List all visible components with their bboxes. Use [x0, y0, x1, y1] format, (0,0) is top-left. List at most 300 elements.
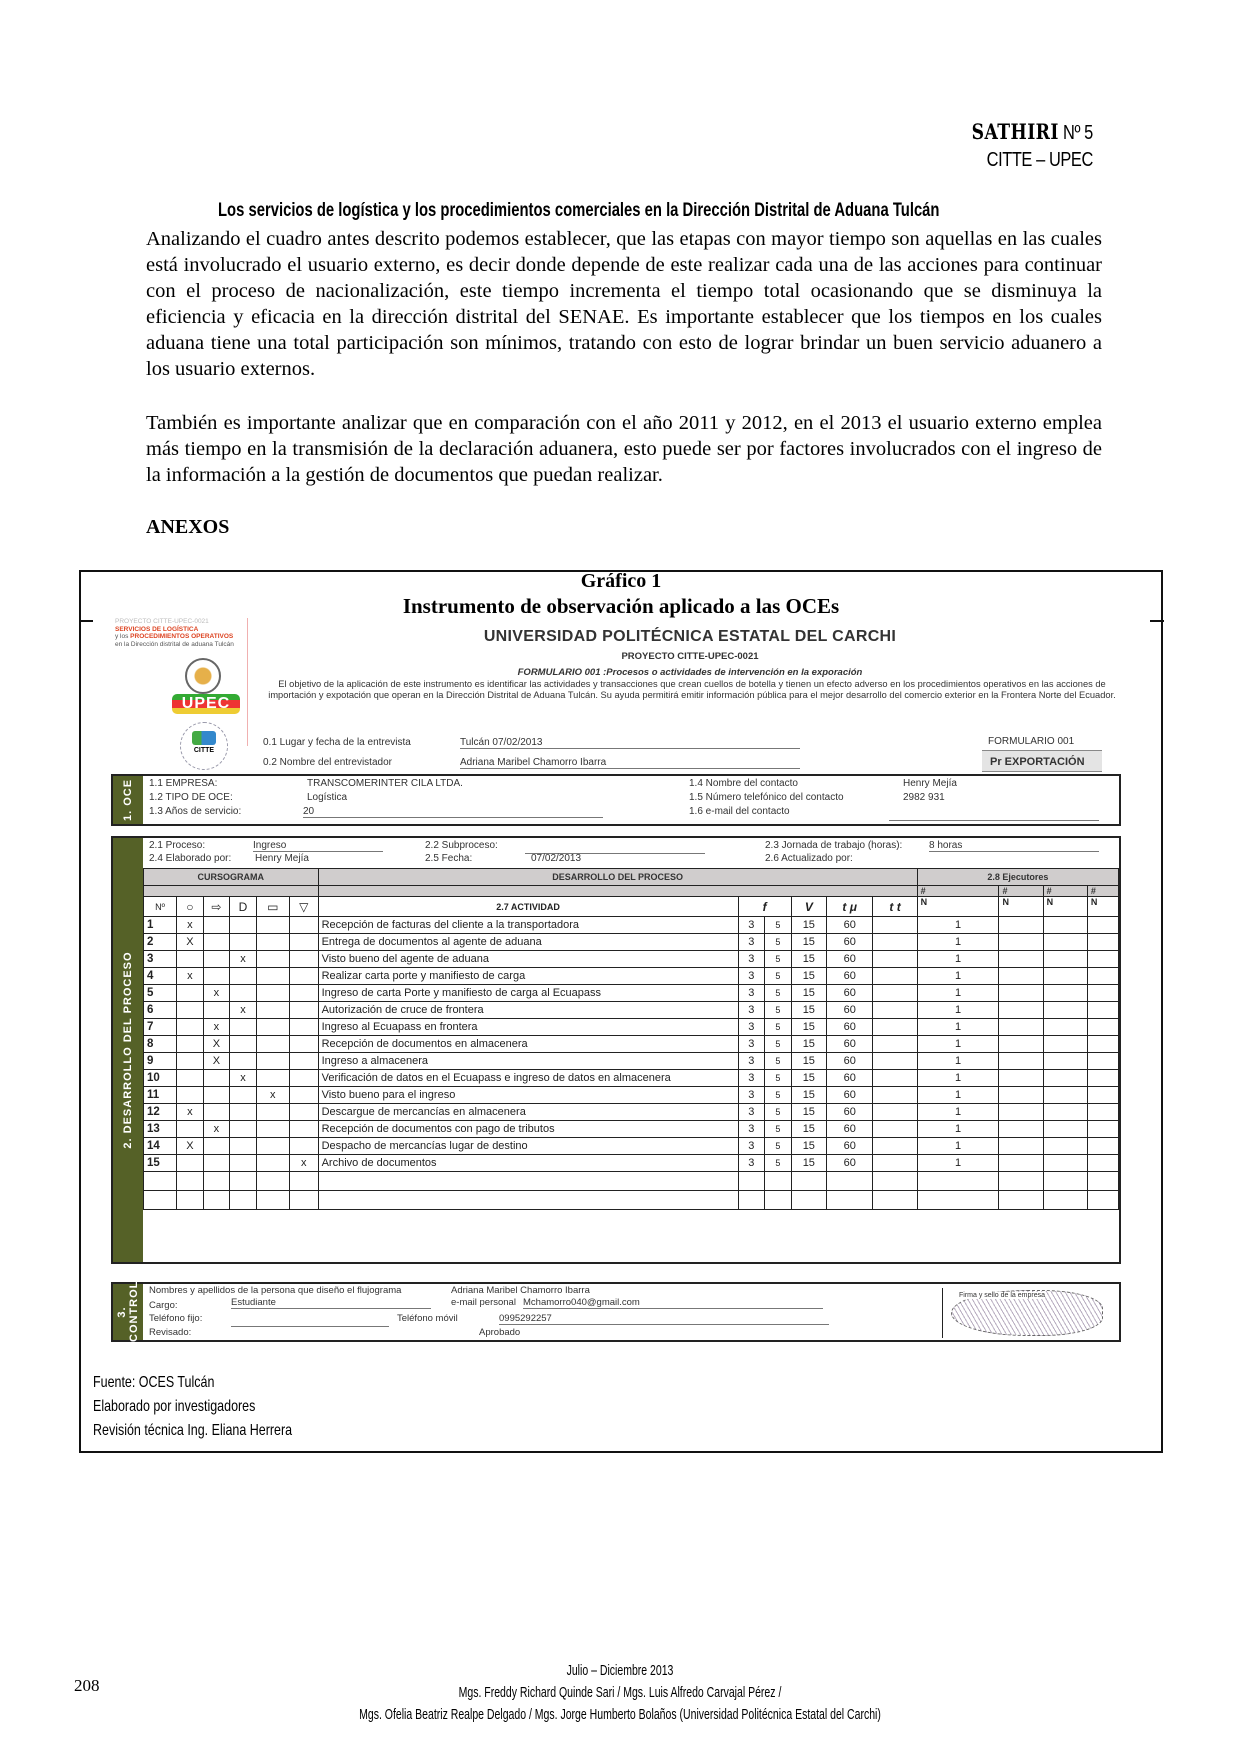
upec-seal-icon [185, 658, 221, 694]
table-row [144, 1155, 1119, 1172]
executor-4 [1087, 1002, 1118, 1019]
contacto-value: Henry Mejía [903, 778, 957, 789]
project-code: PROYECTO CITTE-UPEC-0021 [621, 651, 759, 662]
symbol-mark [256, 1138, 289, 1155]
symbol-mark [177, 1121, 204, 1138]
executor-4 [1087, 1087, 1118, 1104]
symbol-mark [203, 1087, 230, 1104]
row-number: 5 [144, 985, 177, 1002]
symbol-mark [230, 1036, 257, 1053]
empty-row [144, 1172, 1119, 1191]
row-number: 4 [144, 968, 177, 985]
frequency-1: 3 [738, 1019, 765, 1036]
executor-count: 1 [917, 917, 999, 934]
activity-name: Archivo de documentos [318, 1155, 738, 1172]
designer-value: Adriana Maribel Chamorro Ibarra [451, 1285, 590, 1296]
place-date-value: Tulcán 07/02/2013 [460, 737, 800, 749]
table-row [144, 1138, 1119, 1155]
total-time [873, 1138, 917, 1155]
article-title: Los servicios de logística y los procedimientos comerciales en la Dirección Distrital de Aduana Tulcán [218, 200, 940, 221]
total-time [873, 1053, 917, 1070]
unit-time: 60 [827, 1002, 873, 1019]
symbol-mark [203, 951, 230, 968]
symbol-mark [177, 1002, 204, 1019]
anos-servicio-value: 20 [303, 806, 603, 818]
executor-2 [999, 1121, 1043, 1138]
row-number: 10 [144, 1070, 177, 1087]
frequency-1: 3 [738, 1053, 765, 1070]
anos-servicio-label: 1.3 Años de servicio: [149, 806, 242, 817]
activity-name: Descargue de mercancías en almacenera [318, 1104, 738, 1121]
symbol-mark [177, 1036, 204, 1053]
executor-4 [1087, 1138, 1118, 1155]
col-f: f [738, 897, 791, 917]
unit-time: 60 [827, 917, 873, 934]
transport-arrow-icon: ⇨ [203, 897, 230, 917]
section-desarrollo [111, 836, 1121, 1264]
logo-line-1: PROYECTO CITTE-UPEC-0021 [115, 618, 209, 625]
volume: 15 [791, 951, 826, 968]
row-number: 12 [144, 1104, 177, 1121]
executor-2 [999, 1070, 1043, 1087]
citte-gear-book-icon [192, 731, 216, 745]
row-number: 13 [144, 1121, 177, 1138]
row-number: 6 [144, 1002, 177, 1019]
frequency-2: 5 [765, 1019, 792, 1036]
executor-3 [1043, 934, 1087, 951]
executor-count: 1 [917, 968, 999, 985]
executor-count: 1 [917, 1019, 999, 1036]
symbol-mark [256, 985, 289, 1002]
symbol-mark: X [203, 1036, 230, 1053]
executor-3 [1043, 1138, 1087, 1155]
ejecutor-n-4: N [1087, 897, 1118, 917]
executor-count: 1 [917, 934, 999, 951]
symbol-mark [230, 1104, 257, 1121]
designer-label: Nombres y apellidos de la persona que diseño el flujograma [149, 1285, 402, 1296]
frequency-1: 3 [738, 1036, 765, 1053]
frequency-1: 3 [738, 934, 765, 951]
executor-count: 1 [917, 1053, 999, 1070]
activity-rows [144, 917, 1119, 1172]
symbol-mark [230, 1155, 257, 1172]
figure-source [93, 1371, 292, 1443]
executor-count: 1 [917, 1138, 999, 1155]
symbol-mark [289, 1087, 318, 1104]
symbol-mark [203, 1138, 230, 1155]
volume: 15 [791, 1036, 826, 1053]
frequency-2: 5 [765, 985, 792, 1002]
table-row [144, 1002, 1119, 1019]
empresa-value: TRANSCOMERINTER CILA LTDA. [307, 778, 463, 789]
col-no: Nº [144, 897, 177, 917]
frequency-1: 3 [738, 968, 765, 985]
email-contacto-label: 1.6 e-mail del contacto [689, 806, 790, 817]
symbol-mark [203, 1104, 230, 1121]
executor-4 [1087, 951, 1118, 968]
executor-2 [999, 917, 1043, 934]
symbol-mark [256, 1155, 289, 1172]
page-number: 208 [74, 1676, 100, 1695]
symbol-mark [289, 934, 318, 951]
proceso-value: Ingreso [253, 840, 383, 852]
total-time [873, 1121, 917, 1138]
unit-time: 60 [827, 1087, 873, 1104]
executor-4 [1087, 1104, 1118, 1121]
figure-subtitle: Instrumento de observación aplicado a las OCEs [402, 594, 840, 618]
executor-3 [1043, 1002, 1087, 1019]
table-row [144, 951, 1119, 968]
journal-header [972, 118, 1093, 174]
symbol-mark [256, 1104, 289, 1121]
symbol-mark [230, 917, 257, 934]
logo-divider [247, 618, 248, 746]
frequency-1: 3 [738, 985, 765, 1002]
tel-fijo-label: Teléfono fijo: [149, 1313, 203, 1324]
ejecutor-hash-2: # [999, 886, 1043, 897]
anexos-heading: ANEXOS [146, 516, 230, 538]
tel-movil-value: 0995292257 [499, 1313, 829, 1325]
table-row [144, 985, 1119, 1002]
executor-3 [1043, 1155, 1087, 1172]
table-row [144, 1019, 1119, 1036]
section-oce [111, 774, 1121, 826]
symbol-mark: x [256, 1087, 289, 1104]
cursograma-table [143, 868, 1119, 1210]
volume: 15 [791, 1104, 826, 1121]
symbol-mark [256, 934, 289, 951]
volume: 15 [791, 1155, 826, 1172]
unit-time: 60 [827, 968, 873, 985]
executor-3 [1043, 1104, 1087, 1121]
ejecutor-hash-1: # [917, 886, 999, 897]
ejecutor-n-1: N [917, 897, 999, 917]
frequency-2: 5 [765, 917, 792, 934]
volume: 15 [791, 1138, 826, 1155]
empty-row [144, 1191, 1119, 1210]
symbol-mark [177, 1087, 204, 1104]
symbol-mark: x [203, 985, 230, 1002]
logo-line-3b: PROCEDIMIENTOS OPERATIVOS [130, 633, 234, 640]
symbol-mark [230, 1019, 257, 1036]
section-oce-label: 1. OCE [122, 778, 134, 822]
symbol-mark [203, 968, 230, 985]
symbol-mark [289, 1002, 318, 1019]
col-tu: t μ [827, 897, 873, 917]
frequency-2: 5 [765, 1053, 792, 1070]
row-number: 2 [144, 934, 177, 951]
total-time [873, 1104, 917, 1121]
executor-3 [1043, 917, 1087, 934]
row-number: 1 [144, 917, 177, 934]
executor-3 [1043, 1070, 1087, 1087]
symbol-mark: x [177, 968, 204, 985]
executor-count: 1 [917, 1104, 999, 1121]
section-oce-sidebar [113, 776, 143, 824]
delay-d-icon: D [230, 897, 257, 917]
citte-logo-text: CITTE [193, 747, 215, 754]
form-subtitle: FORMULARIO 001 :Procesos o actividades de intervención en la exporación [517, 667, 863, 678]
executor-count: 1 [917, 1087, 999, 1104]
row-number: 14 [144, 1138, 177, 1155]
symbol-mark [289, 1138, 318, 1155]
total-time [873, 917, 917, 934]
executor-count: 1 [917, 1070, 999, 1087]
volume: 15 [791, 1070, 826, 1087]
project-logo-text [115, 618, 245, 648]
citte-logo [180, 722, 228, 770]
symbol-mark [289, 951, 318, 968]
logo-line-4: en la Dirección distrital de aduana Tulcán [115, 640, 234, 648]
ejecutores-header: 2.8 Ejecutores [917, 869, 1118, 886]
executor-2 [999, 1138, 1043, 1155]
frequency-1: 3 [738, 1121, 765, 1138]
total-time [873, 1036, 917, 1053]
frequency-2: 5 [765, 1002, 792, 1019]
executor-4 [1087, 1019, 1118, 1036]
row-number: 8 [144, 1036, 177, 1053]
executor-2 [999, 1002, 1043, 1019]
unit-time: 60 [827, 1036, 873, 1053]
symbol-mark [230, 1138, 257, 1155]
subproceso-label: 2.2 Subproceso: [425, 840, 498, 851]
fecha-value: 07/02/2013 [531, 853, 582, 864]
executor-3 [1043, 951, 1087, 968]
symbol-mark [256, 1053, 289, 1070]
signature-label: Firma y sello de la empresa [959, 1292, 1045, 1299]
place-date-label: 0.1 Lugar y fecha de la entrevista [263, 737, 411, 748]
frequency-2: 5 [765, 951, 792, 968]
aprobado-label: Aprobado [479, 1327, 521, 1338]
executor-count: 1 [917, 1121, 999, 1138]
storage-triangle-icon: ▽ [289, 897, 318, 917]
interviewer-value: Adriana Maribel Chamorro Ibarra [460, 757, 800, 769]
executor-4 [1087, 934, 1118, 951]
fecha-label: 2.5 Fecha: [425, 853, 473, 864]
elaborado-label: 2.4 Elaborado por: [149, 853, 232, 864]
executor-4 [1087, 985, 1118, 1002]
symbol-mark [177, 1070, 204, 1087]
executor-2 [999, 1087, 1043, 1104]
activity-name: Recepción de documentos en almacenera [318, 1036, 738, 1053]
revisado-label: Revisado: [149, 1327, 192, 1338]
university-name: UNIVERSIDAD POLITÉCNICA ESTATAL DEL CARCHI [483, 628, 897, 645]
symbol-mark [256, 917, 289, 934]
cargo-value: Estudiante [231, 1297, 431, 1309]
section-desarrollo-label: 2. DESARROLLO DEL PROCESO [122, 951, 134, 1149]
form-type: Pr EXPORTACIÓN [982, 750, 1102, 772]
frequency-2: 5 [765, 1104, 792, 1121]
symbol-mark [203, 1155, 230, 1172]
activity-name: Ingreso a almacenera [318, 1053, 738, 1070]
source-line-1: Fuente: OCES Tulcán [93, 1374, 215, 1391]
executor-3 [1043, 985, 1087, 1002]
frequency-2: 5 [765, 934, 792, 951]
table-row [144, 934, 1119, 951]
executor-3 [1043, 968, 1087, 985]
executor-3 [1043, 1121, 1087, 1138]
executor-4 [1087, 1053, 1118, 1070]
symbol-mark: X [177, 934, 204, 951]
symbol-mark [230, 985, 257, 1002]
email-personal-label: e-mail personal [451, 1297, 516, 1308]
executor-count: 1 [917, 1002, 999, 1019]
ejecutor-hash-4: # [1087, 886, 1118, 897]
symbol-mark [289, 985, 318, 1002]
section-control-sidebar [113, 1280, 143, 1342]
volume: 15 [791, 934, 826, 951]
volume: 15 [791, 1087, 826, 1104]
contacto-label: 1.4 Nombre del contacto [689, 778, 798, 789]
form-objective: El objetivo de la aplicación de este instrumento es identificar las actividades y transacciones que crean cuellos de botella y tienen un efecto adverso en los procedimientos operativos en las acciones de importación y expotación que operan en la Dirección Distrital de Aduana Tulcán. Su ayuda permitirá emitir información pública para el mejor desarrollo del comercio exterior en la Frontera Norte del Ecuador. [268, 679, 1116, 700]
footer-authors-1: Mgs. Freddy Richard Quinde Sari / Mgs. Luis Alfredo Carvajal Pérez / [458, 1684, 782, 1701]
unit-time: 60 [827, 1155, 873, 1172]
symbol-mark [289, 968, 318, 985]
unit-time: 60 [827, 951, 873, 968]
table-row [144, 1036, 1119, 1053]
frequency-2: 5 [765, 968, 792, 985]
frequency-1: 3 [738, 1070, 765, 1087]
unit-time: 60 [827, 985, 873, 1002]
symbol-mark [256, 1036, 289, 1053]
symbol-mark [256, 951, 289, 968]
proceso-label: 2.1 Proceso: [149, 840, 206, 851]
executor-3 [1043, 1019, 1087, 1036]
frequency-1: 3 [738, 1155, 765, 1172]
section-desarrollo-sidebar [113, 838, 143, 1262]
symbol-mark [203, 1070, 230, 1087]
volume: 15 [791, 985, 826, 1002]
row-number: 11 [144, 1087, 177, 1104]
volume: 15 [791, 1053, 826, 1070]
unit-time: 60 [827, 1053, 873, 1070]
executor-2 [999, 951, 1043, 968]
frequency-2: 5 [765, 1087, 792, 1104]
frequency-1: 3 [738, 1087, 765, 1104]
symbol-mark: X [203, 1053, 230, 1070]
total-time [873, 985, 917, 1002]
paragraph-2: También es importante analizar que en comparación con el año 2011 y 2012, en el 2013 el usuario externo emplea más tiempo en la transmisión de la declaración aduanera, esto puede ser por factores involucrados con el ingreso de la información a la gestión de documentos que puedan realizar. [146, 412, 1102, 486]
total-time [873, 1002, 917, 1019]
source-line-3: Revisión técnica Ing. Eliana Herrera [93, 1422, 293, 1439]
table-row [144, 1087, 1119, 1104]
empresa-label: 1.1 EMPRESA: [149, 778, 218, 789]
tipo-oce-value: Logística [307, 792, 348, 803]
symbol-mark: x [230, 1070, 257, 1087]
activity-name: Ingreso al Ecuapass en frontera [318, 1019, 738, 1036]
symbol-mark: x [230, 1002, 257, 1019]
symbol-mark [230, 1121, 257, 1138]
symbol-mark: x [177, 917, 204, 934]
frequency-2: 5 [765, 1121, 792, 1138]
executor-4 [1087, 917, 1118, 934]
tipo-oce-label: 1.2 TIPO DE OCE: [149, 792, 233, 803]
section-control [111, 1282, 1121, 1342]
figure-title: Gráfico 1 [580, 570, 662, 592]
email-personal-value: Mchamorro040@gmail.com [523, 1297, 823, 1309]
logo-line-3a: y los [115, 633, 131, 640]
total-time [873, 1087, 917, 1104]
row-number: 3 [144, 951, 177, 968]
row-number: 7 [144, 1019, 177, 1036]
executor-2 [999, 1036, 1043, 1053]
actualizado-label: 2.6 Actualizado por: [765, 853, 853, 864]
cursograma-table-wrap [143, 868, 1119, 1262]
table-row [144, 1053, 1119, 1070]
unit-time: 60 [827, 934, 873, 951]
executor-4 [1087, 1036, 1118, 1053]
executor-3 [1043, 1087, 1087, 1104]
symbol-mark [177, 1155, 204, 1172]
row-number: 9 [144, 1053, 177, 1070]
operation-symbol-icon: ○ [177, 897, 204, 917]
executor-4 [1087, 1070, 1118, 1087]
total-time [873, 968, 917, 985]
ejecutor-n-2: N [999, 897, 1043, 917]
elaborado-value: Henry Mejía [255, 853, 309, 864]
executor-4 [1087, 968, 1118, 985]
executor-4 [1087, 1121, 1118, 1138]
executor-2 [999, 1053, 1043, 1070]
total-time [873, 951, 917, 968]
unit-time: 60 [827, 1104, 873, 1121]
journal-brand: SATHIRI [971, 119, 1059, 144]
frequency-2: 5 [765, 1138, 792, 1155]
unit-time: 60 [827, 1121, 873, 1138]
activity-name: Despacho de mercancías lugar de destino [318, 1138, 738, 1155]
symbol-mark [230, 1053, 257, 1070]
logo-line-2: SERVICIOS DE LOGÍSTICA [115, 625, 199, 633]
jornada-label: 2.3 Jornada de trabajo (horas): [765, 840, 903, 851]
symbol-mark [289, 1104, 318, 1121]
paragraph-1: Analizando el cuadro antes descrito podemos establecer, que las etapas con mayor tiempo son aquellas en las cuales está involucrado el usuario externo, es decir donde depende de este realizar cada una de las acciones para continuar con el proceso de nacionalización, este tiempo incrementa el tiempo total ocasionando que se disminuya la eficiencia y eficacia en la dirección distrital del SENAE. Es importante establecer que los tiempos en los cuales aduana tiene una total participación son mínimos, tratando con esto de lograr brindar un buen servicio aduanero a los usuario externos. [146, 228, 1102, 380]
upec-logo: UPEC [172, 694, 240, 714]
tel-movil-label: Teléfono móvil [397, 1313, 458, 1324]
frequency-1: 3 [738, 1002, 765, 1019]
symbol-mark [203, 934, 230, 951]
symbol-mark: x [177, 1104, 204, 1121]
symbol-mark [289, 1019, 318, 1036]
col-tt: t t [873, 897, 917, 917]
executor-count: 1 [917, 1155, 999, 1172]
executor-count: 1 [917, 985, 999, 1002]
symbol-mark [256, 1019, 289, 1036]
jornada-value: 8 horas [929, 840, 1099, 852]
symbol-mark [230, 934, 257, 951]
journal-org: CITTE – UPEC [986, 149, 1093, 171]
activity-name: Recepción de documentos con pago de tributos [318, 1121, 738, 1138]
activity-name: Verificación de datos en el Ecuapass e ingreso de datos en almacenera [318, 1070, 738, 1087]
total-time [873, 1155, 917, 1172]
inspection-square-icon: ▭ [256, 897, 289, 917]
symbol-mark: x [203, 1121, 230, 1138]
symbol-mark [289, 1053, 318, 1070]
symbol-mark [289, 1036, 318, 1053]
source-line-2: Elaborado por investigadores [93, 1398, 256, 1415]
symbol-mark [256, 1070, 289, 1087]
executor-2 [999, 1104, 1043, 1121]
table-row [144, 968, 1119, 985]
table-row [144, 917, 1119, 934]
symbol-mark: X [177, 1138, 204, 1155]
executor-2 [999, 968, 1043, 985]
symbol-mark [289, 917, 318, 934]
symbol-mark: x [230, 951, 257, 968]
volume: 15 [791, 917, 826, 934]
symbol-mark [289, 1070, 318, 1087]
total-time [873, 1070, 917, 1087]
ejecutor-n-3: N [1043, 897, 1087, 917]
